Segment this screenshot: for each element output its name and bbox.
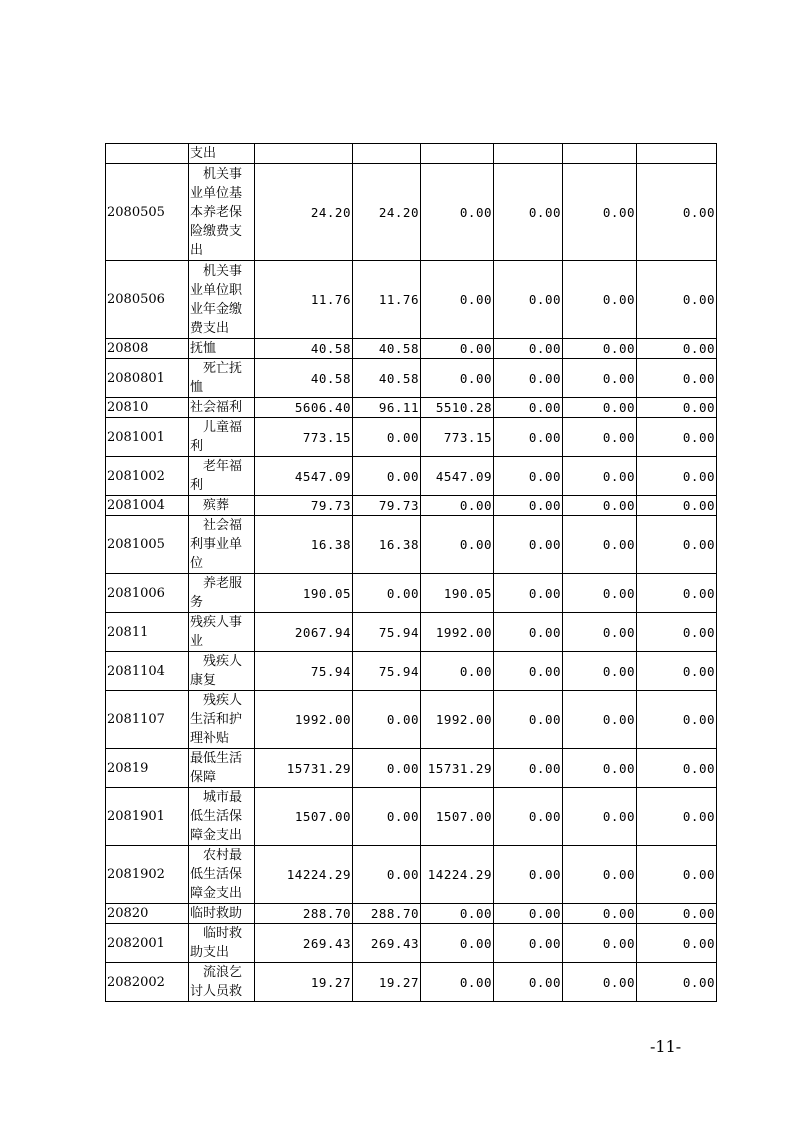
amount-cell: 0.00	[637, 924, 717, 963]
amount-cell: 0.00	[494, 398, 563, 418]
amount-cell: 0.00	[637, 496, 717, 516]
amount-cell: 0.00	[494, 574, 563, 613]
amount-cell: 16.38	[353, 516, 421, 574]
amount-cell: 0.00	[637, 457, 717, 496]
amount-cell: 0.00	[353, 457, 421, 496]
subject-code-cell: 2082002	[106, 963, 189, 1002]
table-row	[106, 418, 717, 457]
amount-cell: 0.00	[494, 418, 563, 457]
subject-code-cell: 2081001	[106, 418, 189, 457]
amount-cell: 24.20	[255, 164, 353, 261]
table-row	[106, 261, 717, 339]
amount-cell: 0.00	[563, 261, 637, 339]
amount-cell: 0.00	[563, 613, 637, 652]
amount-cell: 0.00	[563, 574, 637, 613]
amount-cell: 0.00	[637, 613, 717, 652]
amount-cell	[494, 144, 563, 164]
amount-cell: 0.00	[421, 516, 494, 574]
amount-cell: 0.00	[563, 164, 637, 261]
amount-cell: 79.73	[255, 496, 353, 516]
subject-code-cell: 2081006	[106, 574, 189, 613]
amount-cell: 0.00	[637, 691, 717, 749]
amount-cell: 0.00	[637, 339, 717, 359]
subject-name-cell: 最低生活保障	[189, 749, 255, 788]
amount-cell: 0.00	[353, 691, 421, 749]
subject-code-cell	[106, 144, 189, 164]
subject-code-cell: 2081901	[106, 788, 189, 846]
amount-cell: 2067.94	[255, 613, 353, 652]
amount-cell: 1507.00	[255, 788, 353, 846]
amount-cell: 0.00	[494, 496, 563, 516]
amount-cell	[563, 144, 637, 164]
amount-cell: 190.05	[255, 574, 353, 613]
page-number: -11-	[650, 1037, 682, 1056]
amount-cell: 0.00	[563, 516, 637, 574]
amount-cell: 0.00	[563, 418, 637, 457]
amount-cell: 0.00	[563, 924, 637, 963]
subject-code-cell: 20820	[106, 904, 189, 924]
amount-cell: 0.00	[421, 359, 494, 398]
subject-code-cell: 2081107	[106, 691, 189, 749]
amount-cell: 0.00	[563, 904, 637, 924]
amount-cell	[637, 144, 717, 164]
amount-cell: 0.00	[494, 261, 563, 339]
table-row	[106, 691, 717, 749]
subject-code-cell: 2081004	[106, 496, 189, 516]
amount-cell: 0.00	[421, 652, 494, 691]
table-row	[106, 457, 717, 496]
table-row	[106, 574, 717, 613]
subject-code-cell: 2080506	[106, 261, 189, 339]
subject-name-cell: 老年福利	[189, 457, 255, 496]
amount-cell: 0.00	[637, 574, 717, 613]
amount-cell: 0.00	[494, 516, 563, 574]
amount-cell: 0.00	[494, 691, 563, 749]
amount-cell: 14224.29	[421, 846, 494, 904]
amount-cell: 40.58	[255, 359, 353, 398]
amount-cell: 0.00	[494, 652, 563, 691]
subject-code-cell: 2081104	[106, 652, 189, 691]
subject-name-cell: 临时救助支出	[189, 924, 255, 963]
amount-cell: 0.00	[637, 398, 717, 418]
table-row	[106, 516, 717, 574]
subject-name-cell: 残疾人生活和护理补贴	[189, 691, 255, 749]
amount-cell: 1992.00	[421, 613, 494, 652]
amount-cell: 0.00	[637, 904, 717, 924]
amount-cell: 0.00	[421, 924, 494, 963]
amount-cell: 0.00	[421, 339, 494, 359]
amount-cell: 0.00	[563, 652, 637, 691]
subject-code-cell: 20819	[106, 749, 189, 788]
amount-cell: 0.00	[494, 164, 563, 261]
table-row	[106, 924, 717, 963]
table-row	[106, 339, 717, 359]
amount-cell: 0.00	[637, 846, 717, 904]
amount-cell: 0.00	[563, 846, 637, 904]
table-body	[106, 144, 717, 1002]
table-row	[106, 164, 717, 261]
amount-cell: 0.00	[637, 652, 717, 691]
amount-cell: 0.00	[494, 924, 563, 963]
subject-name-cell: 抚恤	[189, 339, 255, 359]
table-row	[106, 613, 717, 652]
subject-code-cell: 20810	[106, 398, 189, 418]
subject-code-cell: 2081002	[106, 457, 189, 496]
subject-name-cell: 农村最低生活保障金支出	[189, 846, 255, 904]
amount-cell: 79.73	[353, 496, 421, 516]
amount-cell: 75.94	[255, 652, 353, 691]
amount-cell: 0.00	[494, 963, 563, 1002]
amount-cell: 0.00	[637, 749, 717, 788]
subject-name-cell: 残疾人事业	[189, 613, 255, 652]
amount-cell: 0.00	[494, 339, 563, 359]
subject-name-cell: 机关事业单位职业年金缴费支出	[189, 261, 255, 339]
amount-cell: 773.15	[255, 418, 353, 457]
subject-name-cell: 养老服务	[189, 574, 255, 613]
amount-cell: 0.00	[353, 418, 421, 457]
amount-cell	[421, 144, 494, 164]
amount-cell: 773.15	[421, 418, 494, 457]
amount-cell: 1507.00	[421, 788, 494, 846]
subject-name-cell: 死亡抚恤	[189, 359, 255, 398]
subject-name-cell: 城市最低生活保障金支出	[189, 788, 255, 846]
amount-cell: 5606.40	[255, 398, 353, 418]
subject-name-cell: 残疾人康复	[189, 652, 255, 691]
subject-code-cell: 2081005	[106, 516, 189, 574]
amount-cell: 40.58	[353, 359, 421, 398]
amount-cell: 0.00	[563, 398, 637, 418]
subject-name-cell: 机关事业单位基本养老保险缴费支出	[189, 164, 255, 261]
amount-cell: 0.00	[494, 613, 563, 652]
amount-cell: 0.00	[637, 788, 717, 846]
amount-cell: 0.00	[637, 418, 717, 457]
amount-cell: 19.27	[353, 963, 421, 1002]
amount-cell: 0.00	[353, 788, 421, 846]
amount-cell: 5510.28	[421, 398, 494, 418]
amount-cell: 190.05	[421, 574, 494, 613]
subject-code-cell: 20808	[106, 339, 189, 359]
subject-name-cell: 社会福利	[189, 398, 255, 418]
subject-name-cell: 社会福利事业单位	[189, 516, 255, 574]
amount-cell: 0.00	[494, 457, 563, 496]
amount-cell: 0.00	[563, 359, 637, 398]
amount-cell: 1992.00	[255, 691, 353, 749]
subject-name-cell: 儿童福利	[189, 418, 255, 457]
amount-cell: 0.00	[421, 496, 494, 516]
amount-cell: 0.00	[637, 261, 717, 339]
amount-cell: 96.11	[353, 398, 421, 418]
amount-cell: 75.94	[353, 613, 421, 652]
amount-cell: 0.00	[353, 574, 421, 613]
amount-cell: 0.00	[494, 788, 563, 846]
amount-cell: 0.00	[353, 846, 421, 904]
amount-cell: 15731.29	[255, 749, 353, 788]
amount-cell: 0.00	[421, 904, 494, 924]
amount-cell: 15731.29	[421, 749, 494, 788]
subject-name-cell: 殡葬	[189, 496, 255, 516]
table-row	[106, 788, 717, 846]
table-row	[106, 904, 717, 924]
amount-cell: 0.00	[637, 516, 717, 574]
amount-cell: 4547.09	[255, 457, 353, 496]
amount-cell: 0.00	[563, 749, 637, 788]
amount-cell: 269.43	[353, 924, 421, 963]
amount-cell	[255, 144, 353, 164]
amount-cell: 0.00	[494, 846, 563, 904]
amount-cell: 0.00	[637, 164, 717, 261]
subject-code-cell: 20811	[106, 613, 189, 652]
amount-cell: 11.76	[255, 261, 353, 339]
amount-cell: 0.00	[637, 963, 717, 1002]
amount-cell: 0.00	[563, 691, 637, 749]
subject-name-cell: 临时救助	[189, 904, 255, 924]
table-row	[106, 652, 717, 691]
amount-cell: 11.76	[353, 261, 421, 339]
amount-cell: 14224.29	[255, 846, 353, 904]
amount-cell: 0.00	[637, 359, 717, 398]
budget-table	[105, 143, 717, 1002]
amount-cell: 0.00	[563, 963, 637, 1002]
amount-cell: 4547.09	[421, 457, 494, 496]
amount-cell: 24.20	[353, 164, 421, 261]
subject-name-cell: 支出	[189, 144, 255, 164]
table-row	[106, 398, 717, 418]
amount-cell: 0.00	[421, 261, 494, 339]
table-row	[106, 359, 717, 398]
amount-cell: 0.00	[494, 359, 563, 398]
table-row	[106, 144, 717, 164]
amount-cell: 0.00	[563, 457, 637, 496]
amount-cell: 75.94	[353, 652, 421, 691]
amount-cell: 16.38	[255, 516, 353, 574]
amount-cell: 0.00	[494, 904, 563, 924]
amount-cell: 0.00	[421, 963, 494, 1002]
amount-cell: 0.00	[563, 788, 637, 846]
subject-code-cell: 2081902	[106, 846, 189, 904]
subject-code-cell: 2082001	[106, 924, 189, 963]
amount-cell: 0.00	[353, 749, 421, 788]
amount-cell: 288.70	[353, 904, 421, 924]
amount-cell: 40.58	[255, 339, 353, 359]
table-row	[106, 846, 717, 904]
amount-cell: 0.00	[563, 339, 637, 359]
amount-cell: 269.43	[255, 924, 353, 963]
subject-code-cell: 2080505	[106, 164, 189, 261]
amount-cell: 19.27	[255, 963, 353, 1002]
subject-name-cell: 流浪乞讨人员救	[189, 963, 255, 1002]
amount-cell: 1992.00	[421, 691, 494, 749]
table-row	[106, 496, 717, 516]
amount-cell: 0.00	[421, 164, 494, 261]
table-row	[106, 963, 717, 1002]
table-row	[106, 749, 717, 788]
subject-code-cell: 2080801	[106, 359, 189, 398]
amount-cell: 40.58	[353, 339, 421, 359]
amount-cell: 0.00	[494, 749, 563, 788]
amount-cell: 0.00	[563, 496, 637, 516]
amount-cell	[353, 144, 421, 164]
amount-cell: 288.70	[255, 904, 353, 924]
